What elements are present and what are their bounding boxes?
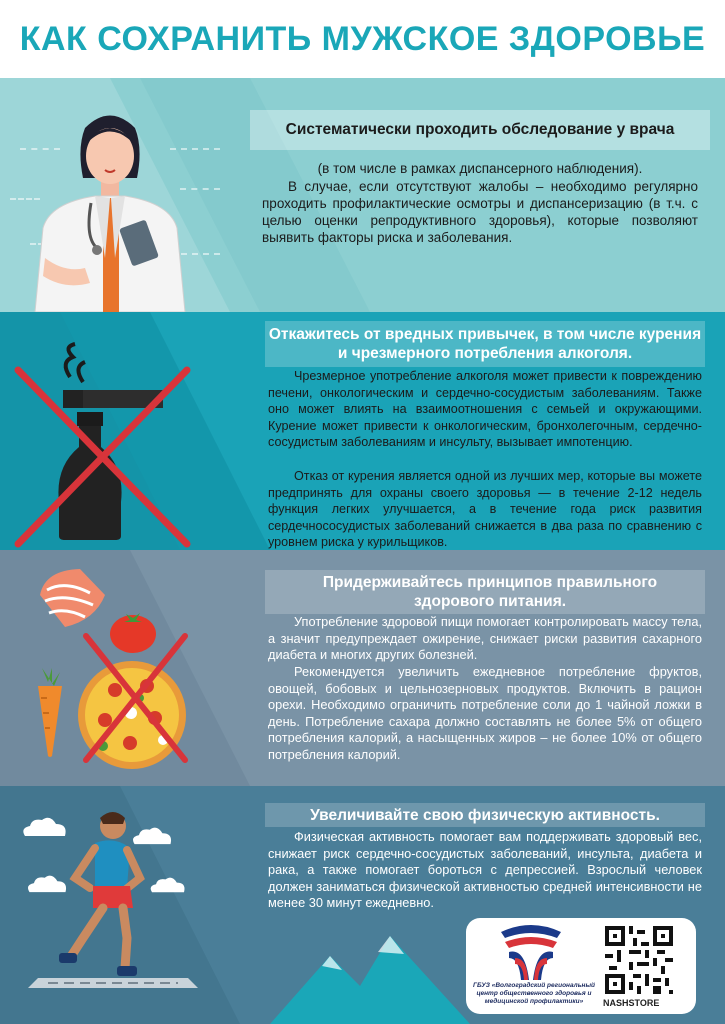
section-paragraph: Употребление здоровой пищи помогает контролировать массу тела, а значит предупреждает ожирение, снижает риски развития сахарного диабета и многих других болезней. bbox=[268, 614, 702, 662]
section-paragraph: Отказ от курения является одной из лучших мер, которые вы можете предпринять для охраны своего здоровья — в течение 2-12 недель функция легких улучшается, а в течение года риск развития сердечнососудистых заболеваний снижается в два раза по сравнению с уровнем риска у курильщиков. bbox=[268, 469, 702, 549]
mountain-icon bbox=[270, 936, 470, 1024]
org-name: ГБУЗ «Волгоградский региональный центр общественного здоровья и медицинской профилактики» bbox=[472, 982, 596, 1005]
section-heading: Увеличивайте свою физическую активность. bbox=[310, 807, 660, 824]
brand-label: NASHSTORE bbox=[603, 998, 660, 1008]
cross-icon bbox=[78, 628, 193, 768]
section-nutrition bbox=[0, 550, 725, 786]
section-doctor bbox=[0, 78, 725, 312]
section-subheading: (в том числе в рамках диспансерного наблюдения). bbox=[317, 161, 643, 176]
section-heading: Придерживайтесь принципов правильного здорового питания. bbox=[322, 574, 658, 610]
carrot-icon bbox=[30, 668, 70, 758]
section-paragraph: В случае, если отсутствуют жалобы – необходимо регулярно проходить профилактические осмотры и диспансеризацию (в т.ч. с целью оценки репродуктивного здоровья), которые позволяют выявить факторы риска и заболевания. bbox=[262, 179, 698, 245]
doctor-illustration bbox=[25, 108, 195, 312]
section-heading: Откажитесь от вредных привычек, в том числе курения и чрезмерного потребления алкоголя. bbox=[268, 326, 702, 362]
runner-illustration bbox=[45, 808, 155, 983]
logo-icon bbox=[495, 924, 567, 982]
page-title: КАК СОХРАНИТЬ МУЖСКОЕ ЗДОРОВЬЕ bbox=[0, 0, 725, 78]
salmon-icon bbox=[35, 565, 110, 630]
section-habits bbox=[0, 312, 725, 550]
section-paragraph: Рекомендуется увеличить ежедневное потребление фруктов, овощей, бобовых и цельнозерновых продуктов. Включить в рацион орехи. Необходимо ограничить потребление соли до 1 чайной ложки в день. Потребление сахара должно составлять не более 5% от общего потребления калорий, а насыщенных жиров – не более 10% от общего потребления калорий. bbox=[268, 664, 702, 762]
section-paragraph: Чрезмерное употребление алкоголя может привести к повреждению печени, онкологическим и сердечно-сосудистым заболеваниям. Также оно может влиять на взаимоотношения с семьей и окружающими. Курение может привести к онкологическим, бронхолегочным, сердечно-сосудистым заболеваниям и инсульту, вызывает импотенцию. bbox=[268, 369, 702, 449]
qr-code-icon[interactable] bbox=[605, 926, 673, 994]
section-heading: Систематически проходить обследование у врача bbox=[285, 121, 675, 138]
section-paragraph: Физическая активность помогает вам поддерживать здоровый вес, снижает риск сердечно-сосудистых заболеваний, инсульта, диабета и рака, а также помогает бороться с депрессией. Взрослый человек должен заниматься физической активностью средней интенсивности не менее 30 минут ежедневно. bbox=[268, 829, 702, 910]
cross-icon bbox=[10, 362, 195, 550]
